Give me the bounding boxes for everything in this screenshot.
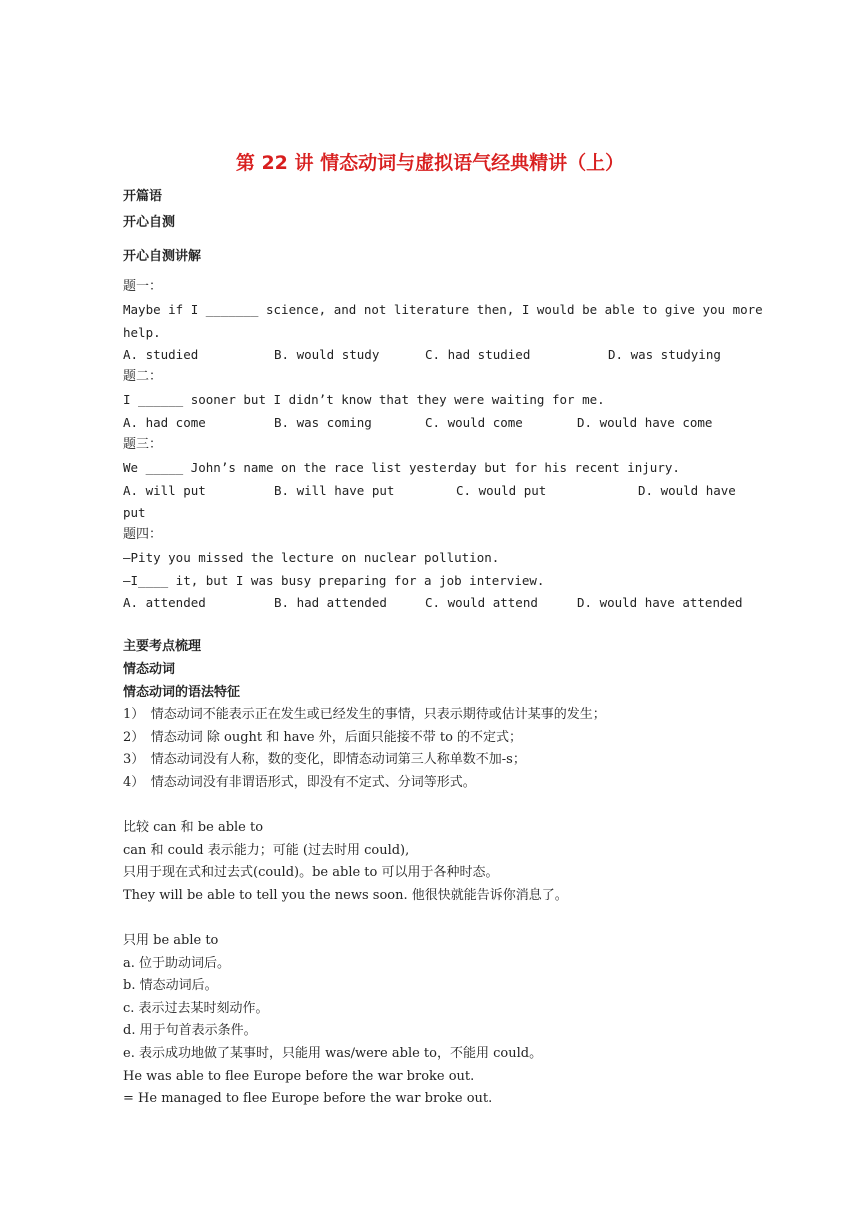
feature-item-2: 2） 情态动词 除 ought 和 have 外，后面只能接不带 to 的不定式； [123, 730, 523, 745]
question-2-option-a: A. had come [123, 415, 206, 430]
only-be-able-heading: 只用 be able to [123, 933, 219, 948]
question-4-label: 题四： [123, 527, 163, 542]
feature-item-3: 3） 情态动词没有人称，数的变化，即情态动词第三人称单数不加-s； [123, 752, 526, 767]
question-4-stem-line-2: —I____ it, but I was busy preparing for a job interview. [123, 573, 545, 588]
question-1-option-c: C. had studied [425, 347, 531, 362]
question-4-option-a: A. attended [123, 595, 206, 610]
question-4-stem-line-1: —Pity you missed the lecture on nuclear pollution. [123, 550, 500, 565]
question-2-stem: I ______ sooner but I didn’t know that they were waiting for me. [123, 392, 605, 407]
question-1-option-a: A. studied [123, 347, 199, 362]
heading-modal-features: 情态动词的语法特征 [123, 685, 241, 700]
question-3-stem: We _____ John’s name on the race list yesterday but for his recent injury. [123, 460, 680, 475]
heading-main-points: 主要考点梳理 [123, 639, 202, 654]
heading-self-test: 开心自测 [123, 215, 176, 230]
question-4-option-c: C. would attend [425, 595, 538, 610]
question-3-option-b: B. will have put [274, 483, 395, 498]
feature-item-4: 4） 情态动词没有非谓语形式，即没有不定式、分词等形式。 [123, 775, 476, 790]
question-2-option-b: B. was coming [274, 415, 372, 430]
only-be-able-item-a: a. 位于助动词后。 [123, 956, 231, 971]
example-sentence-1: He was able to flee Europe before the war broke out. [123, 1069, 475, 1084]
compare-line-1: can 和 could 表示能力；可能 (过去时用 could), [123, 843, 410, 858]
heading-self-test-explained: 开心自测讲解 [123, 249, 202, 264]
question-4-option-d: D. would have attended [577, 595, 743, 610]
heading-modal-verbs: 情态动词 [123, 662, 176, 677]
question-1-label: 题一： [123, 279, 163, 294]
only-be-able-item-e: e. 表示成功地做了某事时，只能用 was/were able to，不能用 could。 [123, 1046, 543, 1061]
question-3-option-a: A. will put [123, 483, 206, 498]
compare-example: They will be able to tell you the news soon. 他很快就能告诉你消息了。 [123, 888, 568, 903]
question-1-option-b: B. would study [274, 347, 380, 362]
only-be-able-item-c: c. 表示过去某时刻动作。 [123, 1001, 269, 1016]
question-3-label: 题三： [123, 437, 163, 452]
question-3-option-d-wrap: put [123, 505, 146, 520]
page-title: 第 22 讲 情态动词与虚拟语气经典精讲（上） [235, 152, 625, 174]
compare-line-2: 只用于现在式和过去式(could)。be able to 可以用于各种时态。 [123, 865, 499, 880]
question-1-option-d: D. was studying [608, 347, 721, 362]
only-be-able-item-b: b. 情态动词后。 [123, 978, 218, 993]
feature-item-1: 1） 情态动词不能表示正在发生或已经发生的事情，只表示期待或估计某事的发生； [123, 707, 606, 722]
question-2-label: 题二： [123, 369, 163, 384]
only-be-able-item-d: d. 用于句首表示条件。 [123, 1023, 257, 1038]
question-1-stem-cont: help. [123, 325, 161, 340]
question-1-stem: Maybe if I _______ science, and not literature then, I would be able to give you more [123, 302, 763, 317]
question-3-option-d: D. would have [638, 483, 736, 498]
heading-intro: 开篇语 [123, 189, 163, 204]
question-3-option-c: C. would put [456, 483, 547, 498]
question-2-option-c: C. would come [425, 415, 523, 430]
question-2-option-d: D. would have come [577, 415, 713, 430]
example-sentence-2: = He managed to flee Europe before the war broke out. [123, 1091, 493, 1106]
compare-heading: 比较 can 和 be able to [123, 820, 264, 835]
question-4-option-b: B. had attended [274, 595, 387, 610]
